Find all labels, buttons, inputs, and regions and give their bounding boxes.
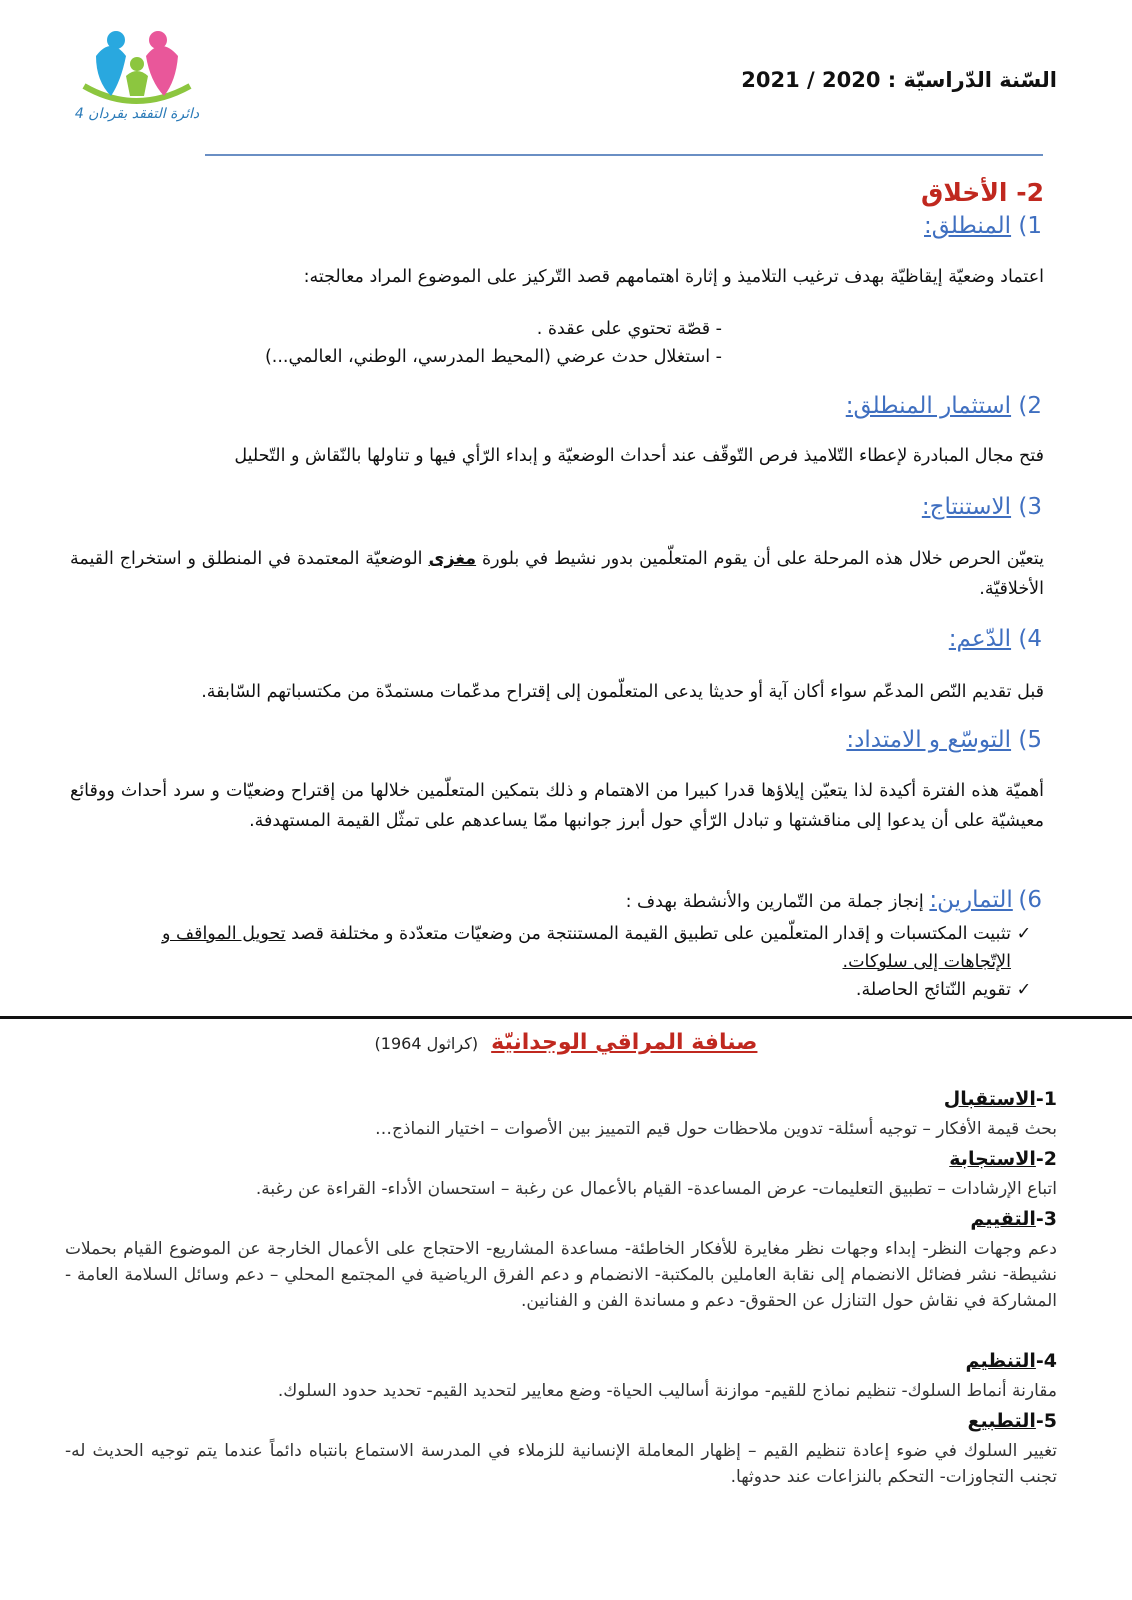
level-text-1: بحث قيمة الأفكار – توجيه أسئلة- تدوين ملاحظات حول قيم التمييز بين الأصوات – اختيار النماذج… [375, 1119, 1057, 1139]
list-item: ✓ تثبيت المكتسبات و إقدار المتعلّمين على تطبيق القيمة المستنتجة من وضعيّات متعدّدة و مختلفة قصد تحويل المواقف و الإتّجاهات إلى سلوكات. [100, 920, 1037, 976]
level-text-3: دعم وجهات النظر- إبداء وجهات نظر مغايرة للأفكار الخاطئة- مساعدة المشاريع- الاحتجاج على الأعمال الخارجة عن الموضوع القيام بحملات نشيطة- نشر فضائل الانضمام إلى نقابة العاملين بالمكتبة- الانضمام و دعم الفرق الرياضية في المجتمع المحلي – دعم وسائل السلامة العامة - المشاركة في نقاش حول التنازل عن الحقوق- دعم و مساندة الفن و الفنانين. [65, 1239, 1057, 1311]
taxonomy-subtitle: (كراثول 1964) [374, 1034, 479, 1053]
level-heading-4: 4-التنظيم [965, 1350, 1057, 1372]
step-heading-5: 5) التوسّع و الامتداد: [846, 727, 1042, 753]
logo-caption: دائرة التفقد بقردان 4 [74, 106, 200, 122]
step-heading-4: 4) الدّعم: [948, 626, 1042, 652]
check-list [100, 920, 1037, 1004]
taxonomy-heading [0, 1030, 1132, 1055]
list-item: - استغلال حدث عرضي (المحيط المدرسي، الوطني، العالمي...) [264, 347, 722, 367]
level-text-5: تغيير السلوك في ضوء إعادة تنظيم القيم – إظهار المعاملة الإنسانية للزملاء في المدرسة الاستماع بانتباه دائماً عندما يتم توجيه الحديث له- تجنب التجاوزات- التحكم بالنزاعات عند حدوثها. [65, 1441, 1057, 1487]
list-item: ✓ تقويم النّتائج الحاصلة. [100, 976, 1037, 1004]
level-text-2: اتباع الإرشادات – تطبيق التعليمات- عرض المساعدة- القيام بالأعمال عن رغبة – استحسان الأداء- القراءة عن رغبة. [255, 1179, 1057, 1199]
step-text-2: فتح مجال المبادرة لإعطاء التّلاميذ فرص التّوقّف عند أحداث الوضعيّة و إبداء الرّأي فيها و تناولها بالنّقاش و التّحليل [234, 446, 1044, 466]
taxonomy-title: صنافة المراقي الوجدانيّة [491, 1030, 758, 1055]
step-heading-3: 3) الاستنتاج: [921, 494, 1042, 520]
bold-keyword: مغزى [428, 549, 477, 569]
step-heading-6: 6) التمارين: إنجاز جملة من التّمارين والأنشطة بهدف : [625, 887, 1042, 913]
check-icon: ✓ [1016, 924, 1032, 944]
step-text-5: أهميّة هذه الفترة أكيدة لذا يتعيّن إيلاؤها قدرا كبيرا من الاهتمام و ذلك بتمكين المتعلّمين خلالها من إقتراح وضعيّات و سرد أحداث ووقائع معيشيّة على أن يدعوا إلى مناقشتها و تبادل الرّأي حول أبرز جوانبها ممّا يساعدهم على تمثّل القيمة المستهدفة. [70, 781, 1044, 831]
section-divider [0, 1016, 1132, 1019]
header-divider [205, 154, 1043, 156]
school-year: السّنة الدّراسيّة : 2020 / 2021 [741, 68, 1057, 92]
step-text-3: يتعيّن الحرص خلال هذه المرحلة على أن يقوم المتعلّمين بدور نشيط في بلورة مغزى الوضعيّة المعتمدة في المنطلق و استخراج القيمة الأخلاقيّة. [70, 549, 1044, 599]
list-item: - قصّة تحتوي على عقدة . [536, 319, 722, 339]
step-text-1: اعتماد وضعيّة إيقاظيّة بهدف ترغيب التلاميذ و إثارة اهتمامهم قصد التّركيز على الموضوع المراد معالجته: [303, 267, 1044, 287]
section-title: 2- الأخلاق [920, 178, 1044, 207]
level-heading-2: 2-الاستجابة [949, 1148, 1057, 1170]
step-text-4: قبل تقديم النّص المدعّم سواء أكان آية أو حديثا يدعى المتعلّمون إلى إقتراح مدعّمات مستمدّة من مكتسباتهم السّابقة. [201, 682, 1044, 702]
step-heading-1: 1) المنطلق: [924, 213, 1042, 239]
bullet-list [265, 315, 722, 371]
level-heading-5: 5-التطبيع [967, 1410, 1057, 1432]
check-icon: ✓ [1016, 980, 1032, 1000]
level-text-4: مقارنة أنماط السلوك- تنظيم نماذج للقيم- موازنة أساليب الحياة- وضع معايير لتحديد القيم- تحديد حدود السلوك. [277, 1381, 1057, 1401]
level-heading-1: 1-الاستقبال [943, 1088, 1057, 1110]
step-heading-2: 2) استثمار المنطلق: [845, 393, 1042, 419]
level-heading-3: 3-التقييم [970, 1208, 1057, 1230]
